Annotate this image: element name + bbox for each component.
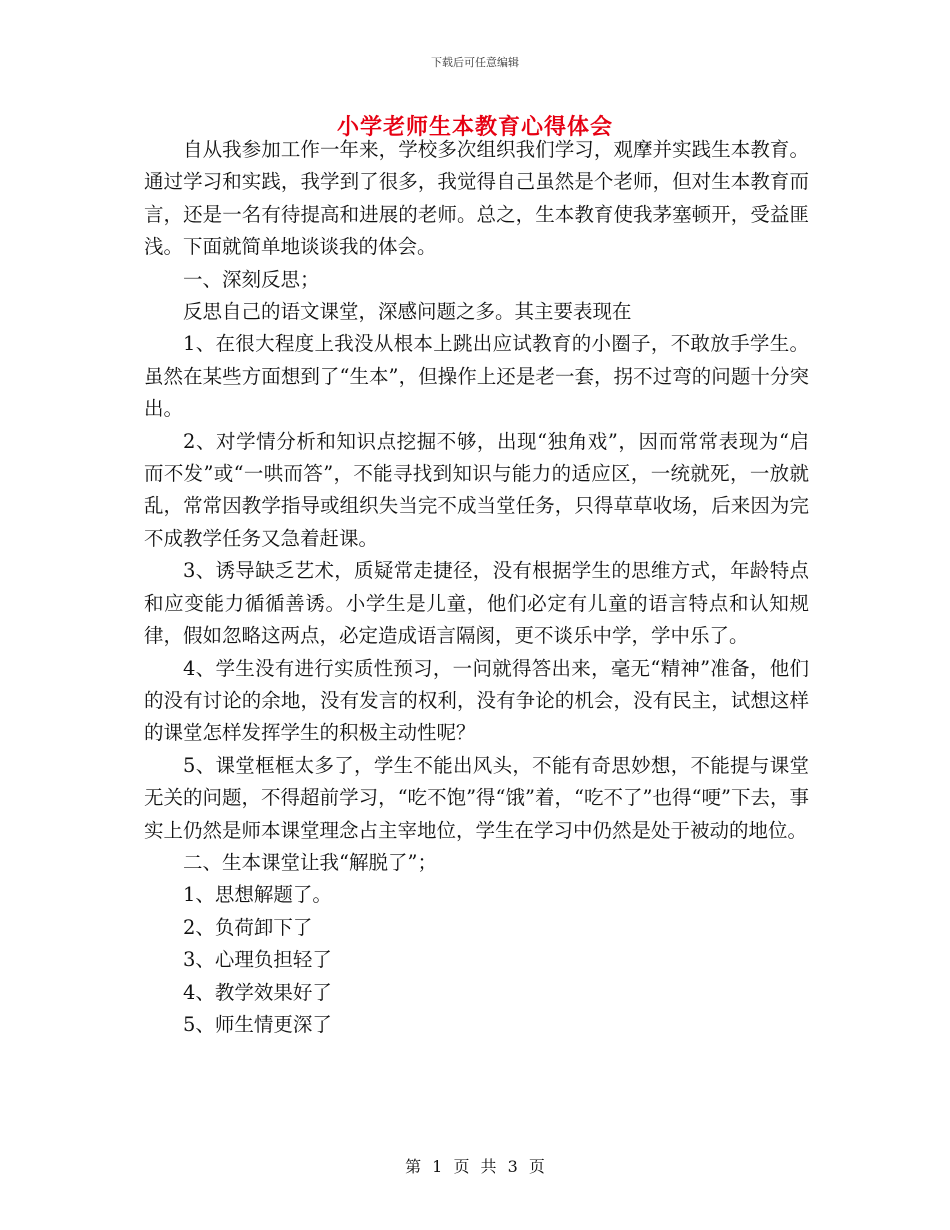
paragraph: 3、心理负担轻了 [183,948,332,972]
paragraph: 5、课堂框框太多了，学生不能出风头，不能有奇思妙想，不能提与课堂无关的问题，不得超前学习，“吃不饱”得“饿”着，“吃不了”也得“哽”下去，事实上仍然是师本课堂理念占主宰地位，学生在学习中仍然是处于被动的地位。 [144,753,809,842]
paragraph: 自从我参加工作一年来，学校多次组织我们学习，观摩并实践生本教育。通过学习和实践，我学到了很多，我觉得自己虽然是个老师，但对生本教育而言，还是一名有待提高和进展的老师。总之，生本教育使我茅塞顿开，受益匪浅。下面就简单地谈谈我的体会。 [144,138,809,259]
paragraph: 反思自己的语文课堂，深感问题之多。其主要表现在 [183,300,632,324]
paragraph: 一、深刻反思； [183,267,320,291]
paragraph: 二、生本课堂让我“解脱了”； [183,850,437,874]
document-body [144,134,809,1041]
page-footer: 第 1 页 共 3 页 [405,1157,545,1176]
paragraph: 2、负荷卸下了 [183,915,313,939]
paragraph: 1、思想解题了。 [183,883,332,907]
paragraph: 3、诱导缺乏艺术，质疑常走捷径，没有根据学生的思维方式，年龄特点和应变能力循循善诱。小学生是儿童，他们必定有儿童的语言特点和认知规律，假如忽略这两点，必定造成语言隔阂，更不谈乐中学，学中乐了。 [144,559,809,648]
paragraph: 4、学生没有进行实质性预习，一问就得答出来，毫无“精神”准备，他们的没有讨论的余地，没有发言的权利，没有争论的机会，没有民主，试想这样的课堂怎样发挥学生的积极主动性呢？ [144,656,809,745]
document-title: 小学老师生本教育心得体会 [336,114,613,140]
page-header: 下载后可任意编辑 [431,56,519,69]
paragraph: 2、对学情分析和知识点挖掘不够，出现“独角戏”，因而常常表现为“启而不发”或“一哄而答”，不能寻找到知识与能力的适应区，一统就死，一放就乱，常常因教学指导或组织失当完不成当堂任务，只得草草收场，后来因为完不成教学任务又急着赶课。 [144,429,809,550]
paragraph: 1、在很大程度上我没从根本上跳出应试教育的小圈子，不敢放手学生。虽然在某些方面想到了“生本”，但操作上还是老一套，拐不过弯的问题十分突出。 [144,332,809,421]
paragraph: 5、师生情更深了 [183,1012,332,1036]
paragraph: 4、教学效果好了 [183,980,332,1004]
